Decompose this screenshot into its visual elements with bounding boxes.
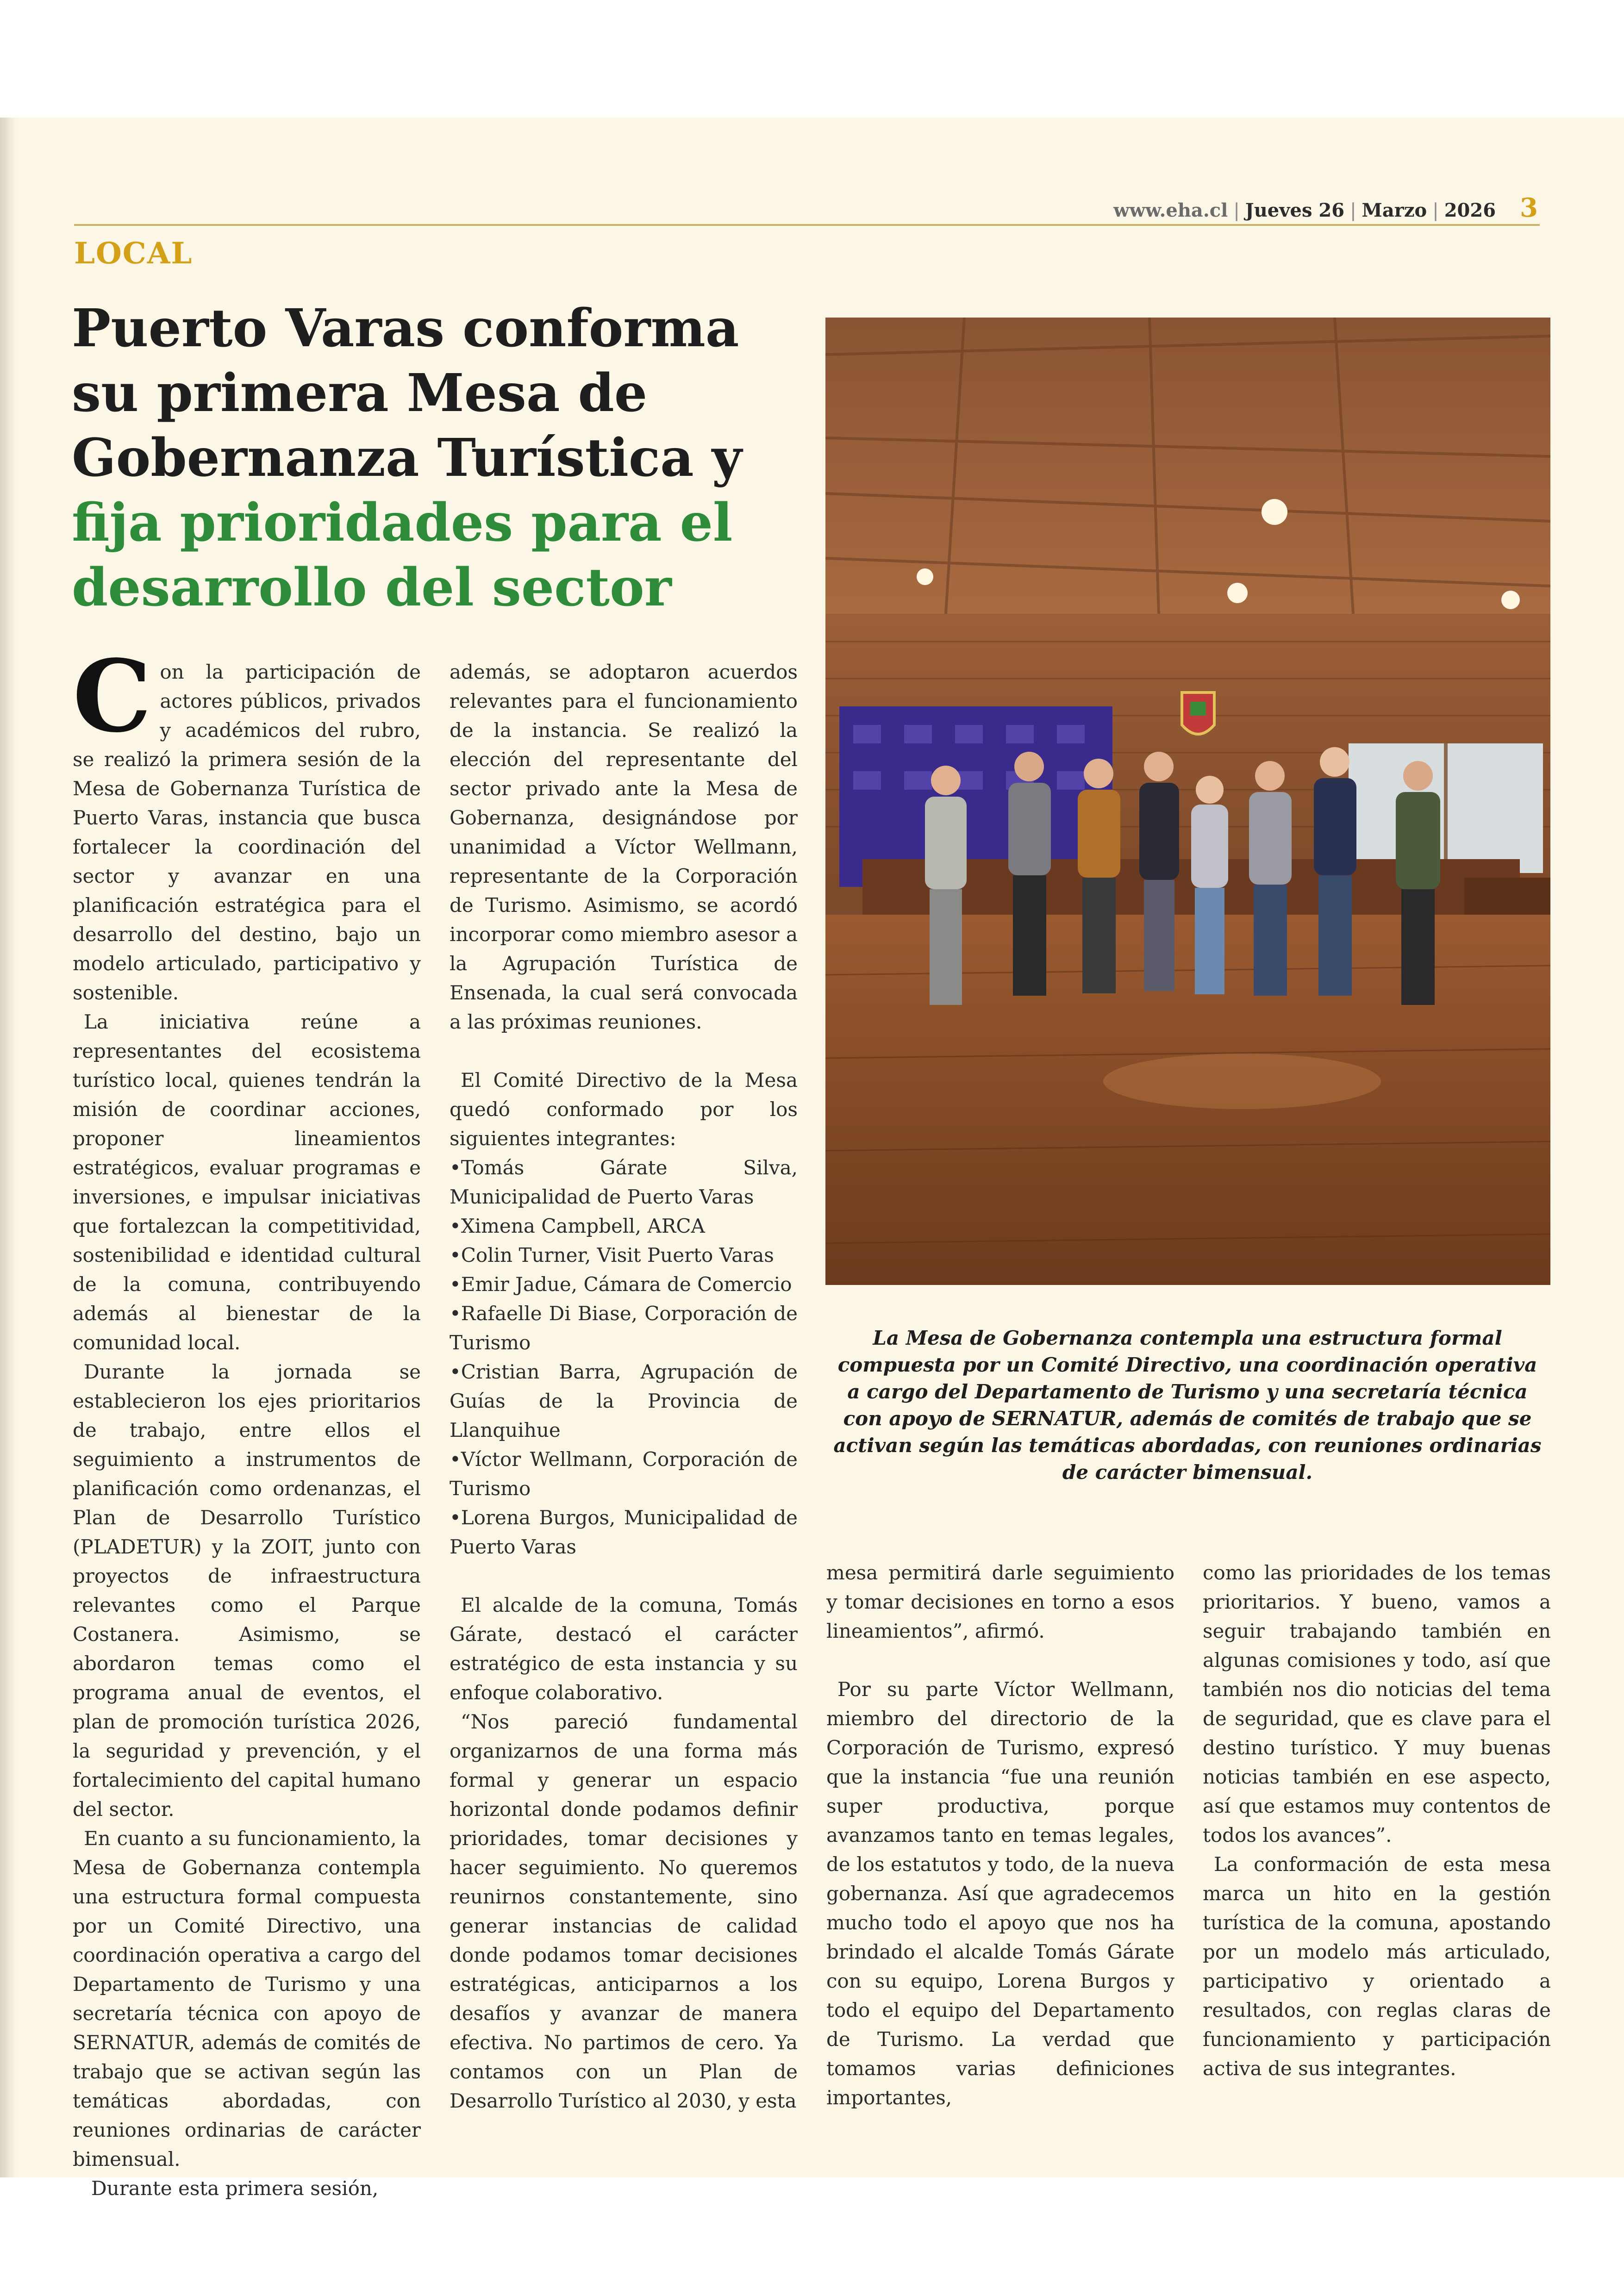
drop-cap: C bbox=[73, 638, 152, 755]
article-photo bbox=[825, 318, 1550, 1285]
list-item: •Víctor Wellmann, Corporación de Turismo bbox=[450, 1448, 798, 1500]
separator: | bbox=[1233, 200, 1240, 221]
paragraph: El Comité Directivo de la Mesa quedó conformado por los siguientes integrantes: bbox=[450, 1069, 798, 1150]
headline-line-1: Puerto Varas conforma bbox=[72, 298, 739, 359]
member-list bbox=[450, 1153, 798, 1561]
paragraph: mesa permitirá darle seguimiento y tomar decisiones en torno a esos lineamientos”, afirmó. bbox=[826, 1561, 1174, 1642]
paragraph-text: on la participación de actores públicos, privados y académicos del rubro, se realizó la primera sesión de la Mesa de Gobernanza Turística de Puerto Varas, instancia que busca fortalecer la coordinación del sector y avanzar en una planificación estratégica para el desarrollo del destino, bajo un modelo articulado, participativo y sostenible. bbox=[73, 661, 421, 1004]
section-label: LOCAL bbox=[74, 236, 193, 271]
headline-line-3: Gobernanza Turística y bbox=[72, 428, 742, 488]
article-column-1 bbox=[73, 638, 421, 2203]
headline-line-2: su primera Mesa de bbox=[72, 363, 648, 424]
list-item: •Cristian Barra, Agrupación de Guías de la Provincia de Llanquihue bbox=[450, 1360, 798, 1441]
list-item: •Lorena Burgos, Municipalidad de Puerto Varas bbox=[450, 1506, 798, 1558]
date-year: 2026 bbox=[1444, 200, 1496, 221]
separator: | bbox=[1432, 200, 1439, 221]
separator: | bbox=[1350, 200, 1356, 221]
date-day: Jueves 26 bbox=[1245, 200, 1345, 221]
article-column-3 bbox=[826, 1558, 1174, 2112]
list-item: •Tomás Gárate Silva, Municipalidad de Puerto Varas bbox=[450, 1156, 798, 1208]
article-column-2 bbox=[450, 657, 798, 2115]
page-number: 3 bbox=[1520, 193, 1538, 223]
article-column-4 bbox=[1203, 1558, 1551, 2083]
paragraph: Por su parte Víctor Wellmann, miembro del directorio de la Corporación de Turismo, expresó que la instancia “fue una reunión super productiva, porque avanzamos tanto en temas legales, de los estatutos y todo, de la nueva gobernanza. Así que agradecemos mucho todo el apoyo que nos ha brindado el alcalde Tomás Gárate con su equipo, Lorena Burgos y todo el equipo del Departamento de Turismo. La verdad que tomamos varias definiciones importantes, bbox=[826, 1678, 1174, 2109]
header-rule bbox=[74, 224, 1540, 226]
group-photo-illustration bbox=[825, 318, 1550, 1285]
paragraph: En cuanto a su funcionamiento, la Mesa de Gobernanza contempla una estructura formal compuesta por un Comité Directivo, una coordinación operativa a cargo del Departamento de Turismo y una secretaría técnica con apoyo de SERNATUR, además de comités de trabajo que se activan según las temáticas abordadas, con reuniones ordinarias de carácter bimensual. bbox=[73, 1827, 421, 2170]
paragraph: La conformación de esta mesa marca un hito en la gestión turística de la comuna, apostando por un modelo más articulado, participativo y orientado a resultados, con reglas claras de funcionamiento y participación activa de sus integrantes. bbox=[1203, 1853, 1551, 2080]
date-month: Marzo bbox=[1362, 200, 1427, 221]
list-item: •Emir Jadue, Cámara de Comercio bbox=[450, 1273, 792, 1296]
headline-line-5: desarrollo del sector bbox=[72, 557, 672, 618]
headline-line-4: fija prioridades para el bbox=[72, 493, 733, 553]
paragraph: Durante esta primera sesión, bbox=[91, 2177, 379, 2200]
paragraph: como las prioridades de los temas prioritarios. Y bueno, vamos a seguir trabajando también en algunas comisiones y todo, así que también nos dio noticias del tema de seguridad, que es clave para el destino turístico. Y muy buenas noticias también en ese aspecto, así que estamos muy contentos de todos los avances”. bbox=[1203, 1561, 1551, 1846]
paragraph: La iniciativa reúne a representantes del ecosistema turístico local, quienes tendrán la misión de coordinar acciones, proponer lineamientos estratégicos, evaluar programas e inversiones, e impulsar iniciativas que fortalezcan la competitividad, sostenibilidad e identidad cultural de la comuna, contribuyendo además al bienestar de la comunidad local. bbox=[73, 1010, 421, 1354]
paragraph: además, se adoptaron acuerdos relevantes para el funcionamiento de la instancia. Se realizó la elección del representante del sector privado ante la Mesa de Gobernanza, designándose por unanimidad a Víctor Wellmann, representante de la Corporación de Turismo. Asimismo, se acordó incorporar como miembro asesor a la Agrupación Turística de Ensenada, la cual será convocada a las próximas reuniones. bbox=[450, 661, 798, 1033]
list-item: •Rafaelle Di Biase, Corporación de Turismo bbox=[450, 1302, 798, 1354]
paragraph: “Nos pareció fundamental organizarnos de una forma más formal y generar un espacio horizontal donde podamos definir prioridades, tomar decisiones y hacer seguimiento. No queremos reunirnos constantemente, sino generar instancias de calidad donde podamos tomar decisiones estratégicas, anticiparnos a los desafíos y avanzar de manera efectiva. No partimos de cero. Ya contamos con un Plan de Desarrollo Turístico al 2030, y esta bbox=[450, 1710, 798, 2112]
photo-caption: La Mesa de Gobernanza contempla una estructura formal compuesta por un Comité Directivo, una coordinación operativa a cargo del Departamento de Turismo y una secretaría técnica con apoyo de SERNATUR, además de comités de trabajo que se activan según las temáticas abordadas, con reuniones ordinarias de carácter bimensual. bbox=[833, 1327, 1542, 1484]
paragraph: El alcalde de la comuna, Tomás Gárate, destacó el carácter estratégico de esta instancia y su enfoque colaborativo. bbox=[450, 1594, 798, 1704]
list-item: •Colin Turner, Visit Puerto Varas bbox=[450, 1244, 774, 1266]
article-headline bbox=[72, 296, 794, 620]
page-header-meta bbox=[1113, 193, 1538, 223]
page-edge-shadow bbox=[0, 118, 16, 2177]
paragraph bbox=[73, 638, 421, 1007]
list-item: •Ximena Campbell, ARCA bbox=[450, 1215, 705, 1237]
paragraph: Durante la jornada se establecieron los ejes prioritarios de trabajo, entre ellos el seguimiento a instrumentos de planificación como ordenanzas, el Plan de Desarrollo Turístico (PLADETUR) y la ZOIT, junto con proyectos de infraestructura relevantes como el Parque Costanera. Asimismo, se abordaron temas como el programa anual de eventos, el plan de promoción turística 2026, la seguridad y prevención, y el fortalecimiento del capital humano del sector. bbox=[73, 1360, 421, 1821]
site-url[interactable]: www.eha.cl bbox=[1113, 200, 1228, 221]
